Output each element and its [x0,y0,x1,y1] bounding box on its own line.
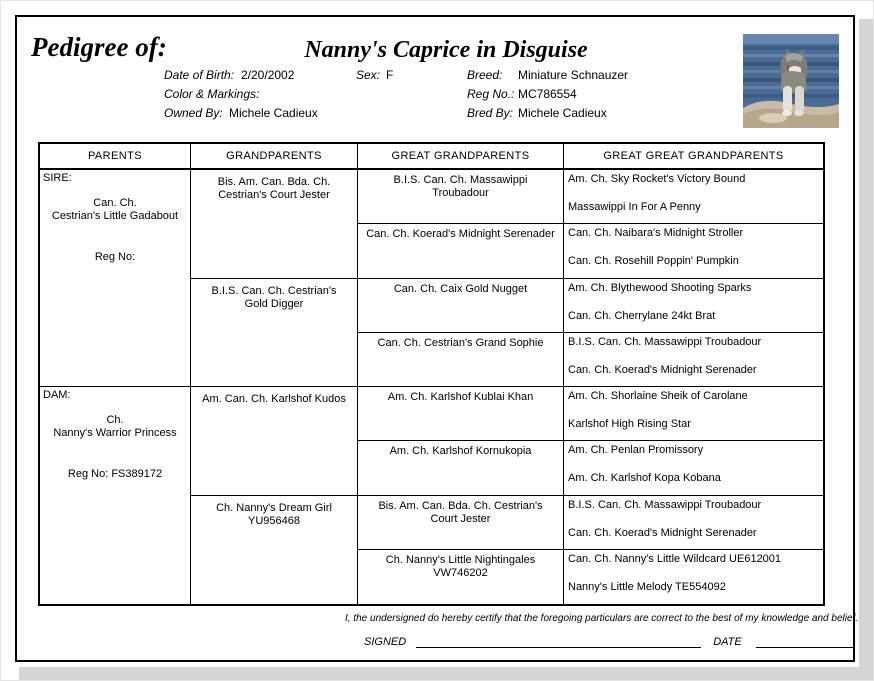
signature-row [364,633,854,648]
grandparent-name: Ch. Nanny's Dream Girl [216,501,332,514]
pedigree-of-label: Pedigree of: [31,32,167,62]
sire-titles: Can. Ch. [93,197,137,209]
great-great-grandparent-dam: Can. Ch. Rosehill Poppin' Pumpkin [568,255,739,268]
page-shadow-right [859,19,874,681]
great-grandparent-cell [358,224,564,278]
great-great-grandparent-sire: Am. Ch. Sky Rocket's Victory Bound [568,173,746,185]
great-great-grandparents-cell [564,224,823,278]
grandparent-name: B.I.S. Can. Ch. Cestrian's Gold Digger [211,284,337,310]
great-grandparent-name: B.I.S. Can. Ch. Massawippi Troubadour [393,174,528,199]
sire-cell [40,170,191,387]
reg-no-label: Reg No.: [467,87,515,101]
dam-name: Nanny's Warrior Princess [53,427,177,439]
great-grandparent-name: Bis. Am. Can. Bda. Ch. Cestrian's Court Jester [378,499,543,525]
sex-value: F [386,68,394,82]
dam-titles: Ch. [106,414,124,426]
dog-photo-image [743,34,839,128]
great-grandparent-name: Can. Ch. Koerad's Midnight Serenader [366,228,555,241]
grandparent-cell [191,496,358,605]
sire-reg-no: Reg No: [94,251,136,263]
breed-value: Miniature Schnauzer [518,68,629,82]
great-grandparent-cell [358,550,564,604]
page-shadow-bottom [19,667,874,681]
pedigree-table [38,142,825,606]
breed-label: Breed: [467,68,503,82]
column-header-parents: PARENTS [40,144,191,170]
signed-label: SIGNED [364,636,407,648]
column-header-grandparents: GRANDPARENTS [191,144,358,170]
owned-by-value: Michele Cadieux [229,106,318,120]
great-great-grandparent-dam: Can. Ch. Koerad's Midnight Serenader [568,526,757,539]
grandparent-name: Am. Can. Ch. Karlshof Kudos [202,393,346,405]
great-great-grandparents-cell [564,441,823,495]
great-grandparent-name: Can. Ch. Cestrian's Grand Sophie [377,336,544,349]
great-great-grandparent-dam: Nanny's Little Melody TE554092 [568,580,726,593]
great-grandparent-cell [358,387,564,441]
great-grandparent-cell [358,441,564,495]
great-great-grandparent-dam: Can. Ch. Koerad's Midnight Serenader [568,363,757,376]
grandparent-name: Bis. Am. Can. Bda. Ch. Cestrian's Court Jester [217,176,331,201]
signed-line [416,633,701,648]
great-great-grandparent-sire: Can. Ch. Naibara's Midnight Stroller [568,227,744,240]
grandparent-reg: YU956468 [248,514,300,527]
great-great-grandparents-cell [564,387,823,441]
page-title: Nanny's Caprice in Disguise [304,37,588,63]
date-of-birth-label: Date of Birth: [164,68,235,82]
great-great-grandparent-dam: Karlshof High Rising Star [568,418,691,430]
certification-statement: I, the undersigned do hereby certify that the foregoing particulars are correct to the best of my knowledge and belief. [345,613,859,624]
great-great-grandparent-sire: Can. Ch. Nanny's Little Wildcard UE612001 [568,552,782,565]
great-great-grandparent-sire: Am. Ch. Shorlaine Sheik of Carolane [568,390,748,402]
great-great-grandparent-dam: Massawippi In For A Penny [568,201,701,213]
date-line [756,633,854,648]
owned-by-label: Owned By: [164,106,223,120]
grandparent-cell [191,387,358,496]
dam-label: DAM: [43,389,71,401]
bred-by-value: Michele Cadieux [518,106,607,120]
date-of-birth-value: 2/20/2002 [241,68,295,82]
great-great-grandparents-cell [564,333,823,387]
great-great-grandparent-dam: Can. Ch. Cherrylane 24kt Brat [568,309,716,322]
sire-name: Cestrian's Little Gadabout [51,210,179,222]
sex-label: Sex: [356,68,381,82]
great-grandparent-reg: VW746202 [433,566,488,579]
great-great-grandparent-dam: Am. Ch. Karlshof Kopa Kobana [568,472,721,485]
dam-cell [40,387,191,604]
great-great-grandparents-cell [564,170,823,224]
color-markings-label: Color & Markings: [164,87,260,101]
great-great-grandparents-cell [564,550,823,604]
dog-photo [743,34,839,128]
column-header-great-great-grandparents: GREAT GREAT GRANDPARENTS [564,144,823,170]
great-grandparent-cell [358,333,564,387]
great-great-grandparents-cell [564,279,823,333]
great-grandparent-name: Ch. Nanny's Little Nightingales [385,553,536,566]
great-grandparent-cell [358,496,564,550]
great-great-grandparents-cell [564,496,823,550]
bred-by-label: Bred By: [467,106,514,120]
great-grandparent-cell [358,279,564,333]
reg-no-value: MC786554 [518,87,577,101]
date-label: DATE [713,636,742,648]
grandparent-cell [191,170,358,279]
great-grandparent-cell [358,170,564,224]
great-great-grandparent-sire: B.I.S. Can. Ch. Massawippi Troubadour [568,335,762,348]
sire-label: SIRE: [43,172,72,184]
grandparent-cell [191,279,358,388]
great-great-grandparent-sire: B.I.S. Can. Ch. Massawippi Troubadour [568,498,762,511]
great-great-grandparent-sire: Am. Ch. Blythewood Shooting Sparks [568,281,752,294]
dam-reg-no: Reg No: FS389172 [67,468,163,480]
great-great-grandparent-sire: Am. Ch. Penlan Promissory [568,444,704,457]
great-grandparent-name: Can. Ch. Caix Gold Nugget [393,282,528,295]
column-header-great-grandparents: GREAT GRANDPARENTS [358,144,564,170]
great-grandparent-name: Am. Ch. Karlshof Kornukopia [389,445,532,458]
great-grandparent-name: Am. Ch. Karlshof Kublai Khan [387,391,534,403]
